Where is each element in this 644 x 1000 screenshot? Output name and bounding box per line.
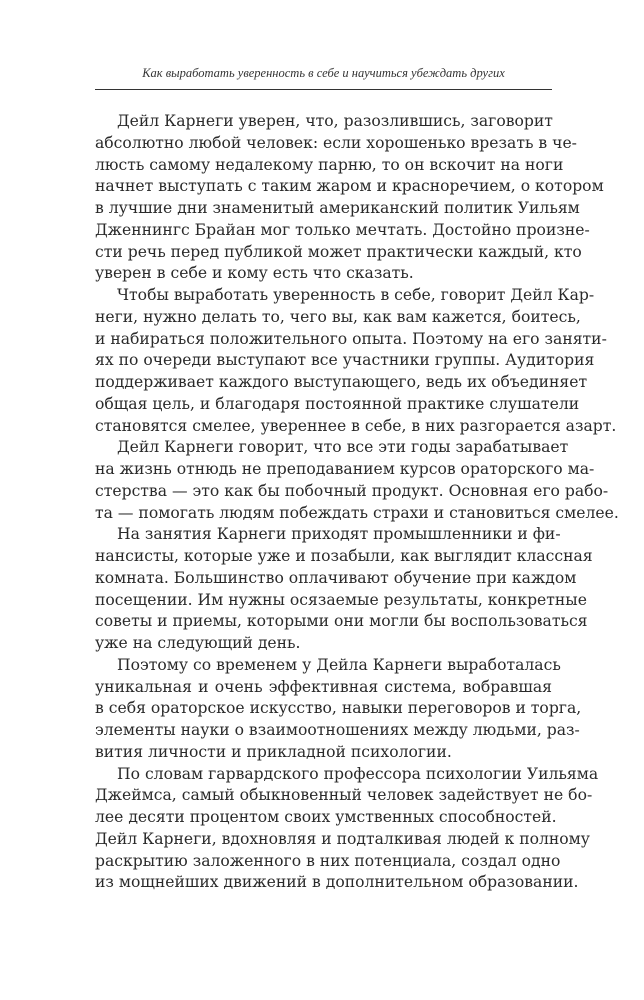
paragraph — [95, 524, 593, 655]
text-line: Дейл Карнеги, вдохновляя и подталкивая людей к полному — [95, 829, 590, 848]
text-line: посещении. Им нужны осязаемые результаты, конкретные — [95, 590, 587, 609]
text-line: сти речь перед публикой может практически каждый, кто — [95, 242, 582, 261]
text-line: уверен в себе и кому есть что сказать. — [95, 264, 414, 283]
header-rule — [95, 89, 552, 90]
text-line: уже на следующий день. — [95, 634, 301, 652]
text-line: Джеймса, самый обыкновенный человек задействует не бо- — [95, 786, 593, 805]
text-line: становятся смелее, увереннее в себе, в них разгорается азарт. — [95, 416, 617, 435]
text-line: Поэтому со временем у Дейла Карнеги выработалась — [117, 655, 561, 674]
text-line: Дейл Карнеги говорит, что все эти годы зарабатывает — [117, 438, 569, 457]
text-line: неги, нужно делать то, чего вы, как вам кажется, боитесь, — [95, 307, 581, 326]
text-line: и набираться положительного опыта. Поэтому на его заняти- — [95, 329, 607, 348]
text-line: из мощнейших движений в дополнительном образовании. — [95, 873, 579, 892]
text-line: в лучшие дни знаменитый американский политик Уильям — [95, 199, 580, 217]
text-line: лее десяти процентом своих умственных способностей. — [95, 808, 557, 826]
text-line: комната. Большинство оплачивают обучение при каждом — [95, 568, 577, 587]
text-line: абсолютно любой человек: если хорошенько врезать в че- — [95, 133, 577, 152]
paragraph — [95, 764, 599, 895]
body-text — [95, 111, 619, 894]
text-line: начнет выступать с таким жаром и красноречием, о котором — [95, 177, 604, 196]
running-head: Как выработать уверенность в себе и научиться убеждать других — [142, 66, 505, 80]
paragraph — [95, 655, 582, 764]
text-line: На занятия Карнеги приходят промышленники и фи- — [117, 525, 561, 544]
text-line: та — помогать людям побеждать страхи и становиться смелее. — [95, 503, 619, 522]
text-line: вития личности и прикладной психологии. — [95, 742, 452, 761]
text-line: Дженнингс Брайан мог только мечтать. Достойно произне- — [95, 220, 590, 239]
text-line: на жизнь отнюдь не преподаванием курсов ораторского ма- — [95, 460, 595, 478]
text-line: нансисты, которые уже и позабыли, как выглядит классная — [95, 547, 593, 565]
paragraph — [95, 111, 604, 285]
text-line: элементы науки о взаимоотношениях между людьми, раз- — [95, 721, 580, 739]
text-line: люсть самому недалекому парню, то он вскочит на ноги — [95, 155, 564, 174]
text-line: Дейл Карнеги уверен, что, разозлившись, заговорит — [117, 112, 553, 130]
text-line: стерства — это как бы побочный продукт. Основная его рабо- — [95, 481, 609, 500]
text-line: советы и приемы, которыми они могли бы воспользоваться — [95, 612, 588, 631]
text-line: уникальная и очень эффективная система, вобравшая — [95, 677, 552, 696]
text-line: ях по очереди выступают все участники группы. Аудитория — [95, 351, 595, 370]
text-line: Чтобы выработать уверенность в себе, говорит Дейл Кар- — [117, 286, 595, 304]
text-line: общая цель, и благодаря постоянной практике слушатели — [95, 394, 580, 413]
paragraph — [95, 285, 617, 437]
text-line: в себя ораторское искусство, навыки переговоров и торга, — [95, 699, 582, 718]
paragraph — [95, 437, 619, 524]
text-line: поддерживает каждого выступающего, ведь их объединяет — [95, 373, 588, 391]
text-line: По словам гарвардского профессора психологии Уильяма — [117, 764, 599, 783]
text-line: раскрытию заложенного в них потенциала, создал одно — [95, 851, 561, 870]
